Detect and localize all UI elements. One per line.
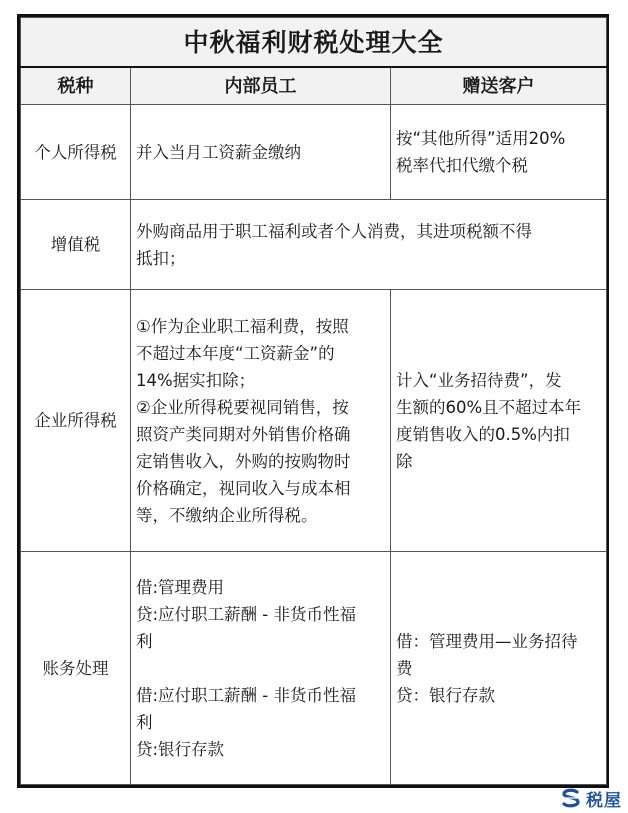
client-cell (391, 105, 607, 200)
s-logo-icon (559, 788, 583, 808)
employee-cell (131, 552, 391, 785)
text-line: 14%据实扣除； (136, 370, 256, 390)
merged-cell (131, 200, 607, 290)
header-tax-type: 税种 (21, 67, 131, 105)
text-line: 利 (136, 631, 153, 651)
text-line: 度销售收入的0.5%内扣 (396, 424, 570, 444)
shuiwu-logo (559, 787, 622, 809)
text-line: 价格确定，视同收入与成本相 (136, 478, 351, 498)
text-line: 计入“业务招待费”，发 (396, 370, 562, 390)
text-line: 生额的60%且不超过本年 (396, 397, 582, 417)
tax-type-cell: 个人所得税 (21, 105, 131, 200)
text-line: 等，不缴纳企业所得税。 (136, 505, 318, 525)
tax-type-cell: 企业所得税 (21, 290, 131, 552)
text-line: 不超过本年度“工资薪金”的 (136, 343, 335, 363)
text-line: 贷:应付职工薪酬 - 非货币性福 (136, 604, 357, 624)
table-row (21, 200, 607, 290)
text-line: 贷：银行存款 (396, 685, 495, 705)
text-line: 外购商品用于职工福利或者个人消费，其进项税额不得 (136, 221, 532, 241)
text-line: 利 (136, 712, 153, 732)
text-line: ①作为企业职工福利费，按照 (136, 316, 349, 336)
text-line: 除 (396, 451, 413, 471)
text-line: 税率代扣代缴个税 (396, 156, 528, 175)
employee-cell: 并入当月工资薪金缴纳 (131, 105, 391, 200)
text-line: 借:应付职工薪酬 - 非货币性福 (136, 685, 357, 705)
text-line: 费 (396, 658, 413, 678)
table-row (21, 552, 607, 785)
tax-table-sheet (17, 14, 609, 788)
tax-table (20, 17, 607, 785)
header-employees: 内部员工 (131, 67, 391, 105)
blank-line (136, 655, 385, 682)
text-line: 借：管理费用—业务招待 (396, 631, 578, 651)
text-line: 照资产类同期对外销售价格确 (136, 424, 351, 444)
text-line: 按“其他所得”适用20% (396, 129, 566, 148)
text-line: 抵扣； (136, 248, 186, 268)
tax-type-cell: 增值税 (21, 200, 131, 290)
employee-cell (131, 290, 391, 552)
text-line: 定销售收入，外购的按购物时 (136, 451, 351, 471)
logo-text: 税屋 (586, 790, 622, 811)
client-cell (391, 290, 607, 552)
text-line: ②企业所得税要视同销售，按 (136, 397, 349, 417)
text-line: 借:管理费用 (136, 577, 225, 597)
table-row (21, 290, 607, 552)
header-clients: 赠送客户 (391, 67, 607, 105)
text-line: 贷:银行存款 (136, 739, 225, 759)
table-title: 中秋福利财税处理大全 (21, 18, 607, 68)
tax-type-cell: 账务处理 (21, 552, 131, 785)
table-row (21, 105, 607, 200)
client-cell (391, 552, 607, 785)
